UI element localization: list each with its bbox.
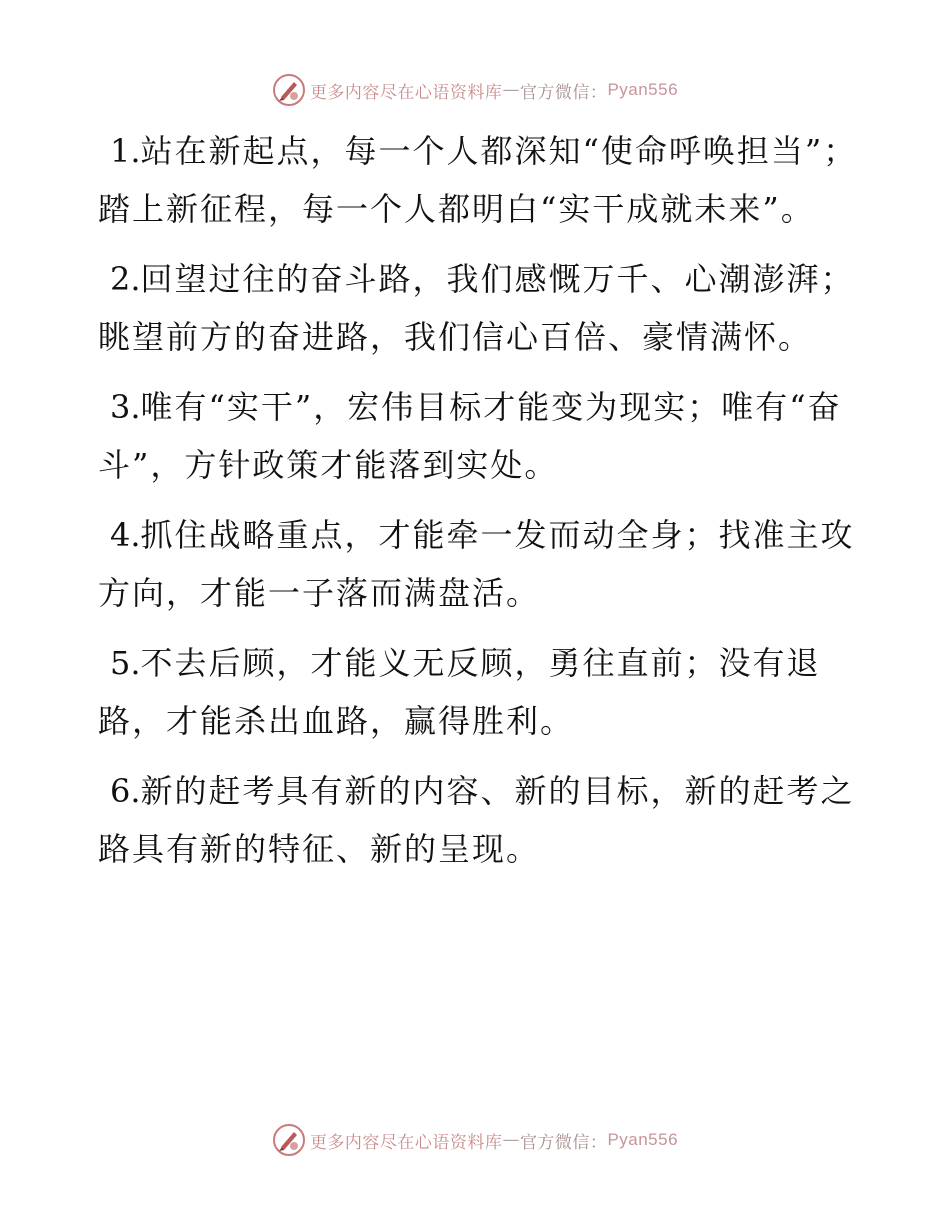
- item-number: 3.: [110, 388, 141, 426]
- item-number: 4.: [110, 516, 141, 554]
- watermark-label: 官方微信：: [519, 1132, 608, 1153]
- watermark-id: Pyan556: [607, 1130, 679, 1149]
- item-number: 6.: [110, 772, 141, 810]
- pen-logo-icon: [272, 73, 306, 107]
- pen-logo-icon: [272, 1123, 306, 1157]
- watermark-dash: —: [502, 80, 520, 100]
- item-number: 1.: [110, 132, 141, 170]
- item-text: 唯有“实干”，宏伟目标才能变为现实；唯有“奋斗”，方针政策才能落到实处。: [98, 388, 842, 484]
- list-item: [98, 634, 858, 750]
- item-text: 回望过往的奋斗路，我们感慨万千、心潮澎湃；眺望前方的奋进路，我们信心百倍、豪情满怀。: [98, 260, 855, 356]
- item-text: 站在新起点，每一个人都深知“使命呼唤担当”；踏上新征程，每一个人都明白“实干成就未来”。: [98, 132, 858, 228]
- quote-list: [98, 122, 858, 890]
- item-text: 抓住战略重点，才能牵一发而动全身；找准主攻方向，才能一子落而满盘活。: [98, 516, 855, 612]
- item-text: 新的赶考具有新的内容、新的目标，新的赶考之路具有新的特征、新的呈现。: [98, 772, 855, 868]
- item-text: 不去后顾，才能义无反顾，勇往直前；没有退路，才能杀出血路，赢得胜利。: [98, 644, 821, 740]
- list-item: [98, 378, 858, 494]
- item-number: 5.: [110, 644, 141, 682]
- watermark-id: Pyan556: [607, 80, 679, 99]
- watermark-dash: —: [502, 1130, 520, 1150]
- list-item: [98, 122, 858, 238]
- list-item: [98, 762, 858, 878]
- watermark-lead: 更多内容尽在心语资料库: [309, 82, 503, 103]
- watermark-label: 官方微信：: [519, 82, 608, 103]
- list-item: [98, 506, 858, 622]
- footer-watermark: [0, 1122, 950, 1158]
- header-watermark: [0, 72, 950, 108]
- watermark-lead: 更多内容尽在心语资料库: [309, 1132, 503, 1153]
- list-item: [98, 250, 858, 366]
- item-number: 2.: [110, 260, 141, 298]
